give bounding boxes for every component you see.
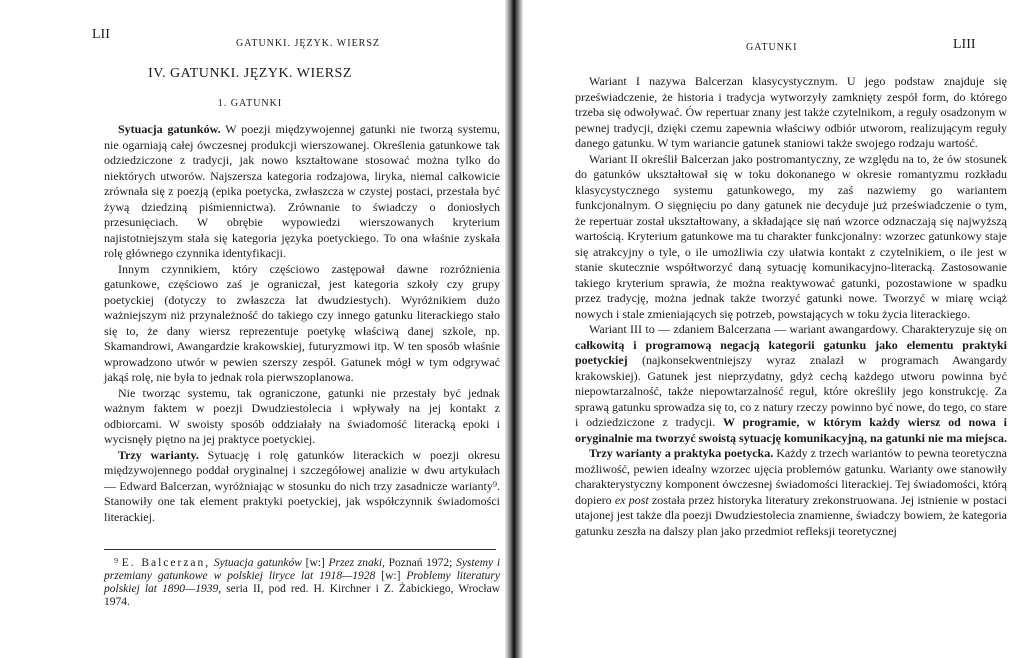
footnote-text: Poznań 1972;	[388, 557, 453, 569]
body-text	[575, 74, 1007, 539]
book-gutter	[505, 0, 523, 658]
footnote-book: Problemy literatury polskiej lat 1890—1939,	[104, 570, 501, 595]
emphasis-text: całkowitą i programową negacją kategorii gatunku jako elementu praktyki poetyckiej	[575, 337, 1007, 367]
running-head: GATUNKI	[746, 42, 798, 53]
italic-text: ex post	[614, 492, 649, 507]
paragraph-lead: Trzy warianty a praktyka poetycka.	[589, 446, 774, 460]
paragraph-text: została przez historyka literatury zrekonstruowana. Jej istnienie w postaci utajonej jest także dla poezji Dwudziestolecia znamienne, świadczy bowiem, że kategoria gatunku zeszła na dalszy plan jako przedmiot refleksji teoretycznej	[575, 492, 1008, 538]
paragraph	[104, 386, 500, 448]
page-number: LII	[92, 27, 110, 42]
paragraph	[575, 322, 1007, 446]
emphasis-text: W programie, w którym każdy wiersz od nowa i oryginalnie ma tworzyć swoistą sytuację komunikacyjną, na gatunki nie ma miejsca.	[575, 415, 1007, 445]
section-title: 1. GATUNKI	[217, 98, 283, 109]
paragraph-text: Każdy z trzech wariantów to pewna teoretyczna możliwość, pewien idealny wzorzec ujęcia problemów gatunku. Warianty owe stanowiły charakterystyczny komponent ówczesnej świadomości literackiej. Tej świadomości, którą dopiero	[575, 446, 1007, 507]
paragraph	[104, 448, 500, 526]
paragraph-text: Innym czynnikiem, który częściowo zastępował dawne rozróżnienia gatunkowe, częściowo zaś je ograniczał, jest kategoria szkoły czy grupy poetyckiej (dotyczy to zwłaszcza lat dwudziestych). Wyróżnikiem dużo ważniejszym niż przynależność do takiego czy innego gatunku literackiego stało się to, że dany wiersz reprezentuje poetykę właściwą danej szkole, np. Skamandrowi, Awangardzie krakowskiej, futuryzmowi itp. W ten sposób właśnie wprowadzono utwór w pewien szerszy zespół. Gatunek mógł w tym odgrywać jakąś rolę, nie była to jednak rola pierwszoplanowa.	[104, 261, 500, 384]
body-text	[104, 122, 500, 525]
paragraph	[575, 74, 1007, 152]
paragraph-text: Wariant II określił Balcerzan jako postromantyczny, ze względu na to, że ów stosunek do gatunków ukształtował się w toku dokonanego w okresie romantyzmu rozkładu klasycystycznego systemu gatunkowego, my zaś nazwiemy go wariantem funkcjonalnym. O sięgnięciu po dany gatunek nie decyduje już przeświadczenie o tym, że repertuar został ukształtowany, a składające się nań wzorce odznaczają się najwyższą wartością. Kryterium gatunkowe ma tu charakter funkcjonalny: wzorzec gatunkowy staje się atrakcyjny o tyle, o ile umożliwia czy ułatwia kontakt z czytelnikiem, o ile jest w stanie skutecznie współtworzyć daną sytuację komunikacyjno-literacką. Zastosowanie takiego kryterium sprawia, że można reaktywować gatunki, pozostawione w spadku przez tradycję, można jednak także tworzyć gatunki nowe. Tworzyć w miarę wciąż nowych i stale zmieniających się potrzeb, powstających w toku życia literackiego.	[575, 151, 1007, 321]
paragraph-text: Wariant I nazywa Balcerzan klasycystycznym. U jego podstaw znajduje się przeświadczenie, że historia i tradycja wytworzyły zamknięty zespół form, do którego trzeba się odwoływać. Ów repertuar znany jest także czytelnikom, a reguły osadzonym w pewnej tradycji, dzięki czemu zapewnia właściwy odbiór utworom, realizującym reguły danego gatunku. W tym wariancie gatunek staniowi także swojego rodzaju wartość.	[575, 74, 1007, 150]
footnote	[104, 557, 500, 609]
footnote-divider	[104, 549, 496, 550]
chapter-title: IV. GATUNKI. JĘZYK. WIERSZ	[148, 66, 352, 81]
footnote-text: [w:]	[381, 570, 401, 582]
paragraph-text: W poezji międzywojennej gatunki nie tworzą systemu, nie ogarniają całej ówczesnej produkcji wierszowanej. Określenia gatunkowe tak odziedziczone z tradycji, jak nowo kształtowane stosować można tylko do niektórych utworów. Najszersza kategoria rodzajowa, liryka, niemal całkowicie zrównała się z poezją (epika poetycka, zwłaszcza w czystej postaci, przestała być żywą dziedziną piśmiennictwa). Zrównanie to świadczy o doniosłych przesunięciach. W obrębie wypowiedzi wierszowanych kryterium najistotniejszym stała się kategoria języka poetyckiego. To ona właśnie zyskała rolę głównego czynnika identyfikacji.	[104, 122, 501, 260]
paragraph-lead: Trzy warianty.	[118, 447, 199, 462]
footnote-text: [w:]	[305, 557, 325, 569]
footnote-marker: ⁹	[114, 557, 119, 569]
paragraph	[575, 152, 1007, 323]
paragraph-text: (najkonsekwentniejszy wyraz znalazł w programach Awangardy krakowskiej). Gatunek jest nieprzydatny, gdyż cechą każdego utworu powinna być niepowtarzalność, także niepowtarzalność reguł, które określiły jego konstrukcję. Za sprawą gatunku sprowadza się to, co z natury rzeczy powinno być nowe, do tego, co stare i odziedziczone z tradycji.	[575, 353, 1008, 429]
footnote-title: Systemy i przemiany gatunkowe w polskiej liryce lat 1918—1928	[104, 557, 501, 582]
paragraph-text: Sytuację i rolę gatunków literackich w poezji okresu międzywojennego poddał oryginalnej i szczegółowej analizie w dwu artykułach — Edward Balcerzan, wyróżniając w stosunku do nich trzy zasadnicze warianty⁹. Stanowiły one tak element praktyki poetyckiej, jak współczynnik świadomości literackiej.	[104, 447, 500, 524]
paragraph	[575, 446, 1007, 539]
footnote-title: Sytuacja gatunków	[213, 557, 302, 569]
paragraph-text: Nie tworząc systemu, tak ograniczone, gatunki nie przestały być jednak ważnym faktem w poezji Dwudziestolecia i wpływały na jej kontakt z odbiorcami. W swoisty sposób oddziałały na świadomość literacką epoki i wycisnęły piętno na jej praktyce poetyckiej.	[104, 385, 500, 446]
paragraph	[104, 262, 500, 386]
running-head: GATUNKI. JĘZYK. WIERSZ	[236, 38, 381, 49]
footnote-text: seria II, pod red. H. Kirchner i Z. Żabickiego, Wrocław 1974.	[104, 583, 501, 608]
right-page	[523, 0, 1012, 658]
paragraph-text: Wariant III to — zdaniem Balcerzana — wariant awangardowy. Charakteryzuje się on	[589, 322, 1007, 336]
footnote-book: Przez znaki,	[328, 557, 385, 569]
paragraph	[104, 122, 500, 262]
footnote-author: E. Balcerzan,	[121, 557, 211, 569]
page-number: LIII	[953, 37, 976, 52]
paragraph-lead: Sytuacja gatunków.	[118, 122, 221, 136]
left-page	[0, 0, 505, 658]
